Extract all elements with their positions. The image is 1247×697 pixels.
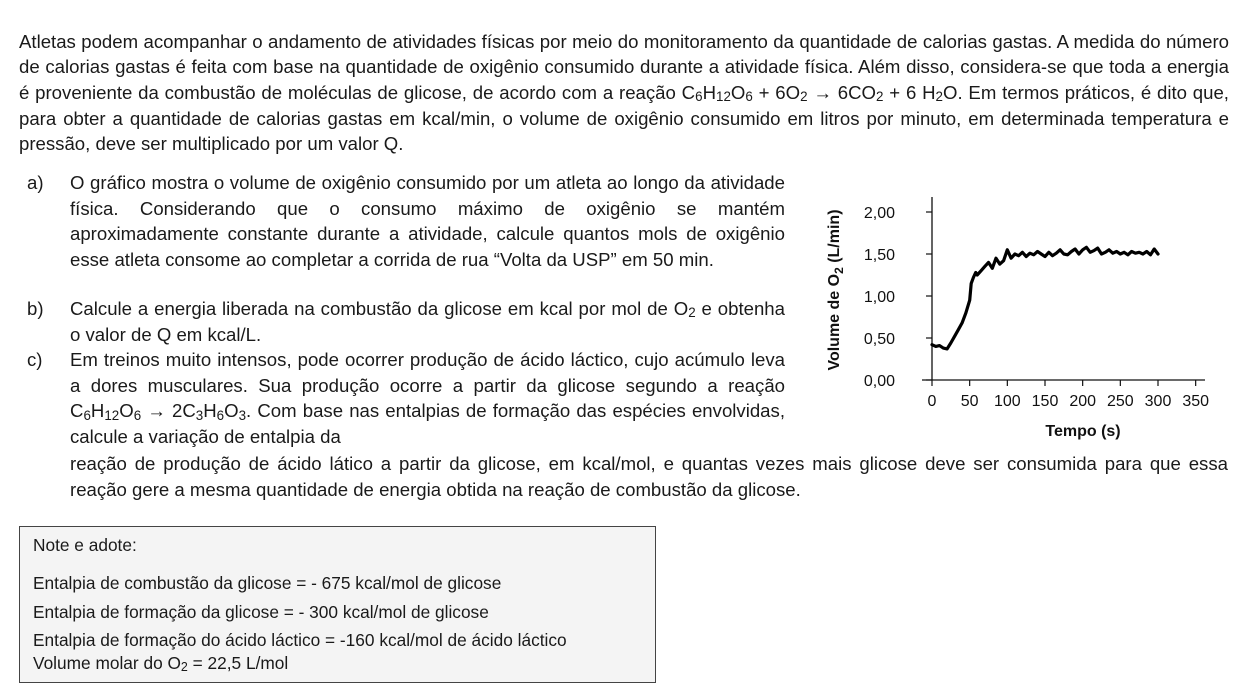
x-tick-label: 0 xyxy=(927,393,937,410)
question-a-marker: a) xyxy=(27,172,44,193)
y-tick-label: 0,50 xyxy=(863,331,895,348)
series-line xyxy=(932,247,1158,349)
question-c-continuation: reação de produção de ácido lático a partir da glicose, em kcal/mol, e quantas vezes mais glicose deve ser consumida para que essa reação gere a mesma quantidade de energia obtida na reação de combustão da glicose. xyxy=(70,453,1228,500)
note-item: Entalpia de formação da glicose = - 300 kcal/mol de glicose xyxy=(33,602,489,622)
y-tick-label: 0,00 xyxy=(863,373,895,390)
x-tick-label: 350 xyxy=(1182,393,1210,410)
x-tick-label: 100 xyxy=(993,393,1021,410)
y-tick-label: 1,00 xyxy=(863,289,895,306)
question-c-marker: c) xyxy=(27,349,43,370)
question-b-text: Calcule a energia liberada na combustão da glicose em kcal por mol de O2 e obtenha o valor de Q em kcal/L. xyxy=(70,298,785,345)
note-item: Volume molar do O2 = 22,5 L/mol xyxy=(33,653,289,675)
question-b-marker: b) xyxy=(27,298,44,319)
y-tick-label: 1,50 xyxy=(863,247,895,264)
x-tick-label: 200 xyxy=(1069,393,1097,410)
question-a-text: O gráfico mostra o volume de oxigênio consumido por um atleta ao longo da atividade física. Considerando que o consumo máximo de oxigênio se mantém aproximadamente constante durante a atividade, calcule quantos mols de oxigênio esse atleta consome ao completar a corrida de rua “Volta da USP” em 50 min. xyxy=(70,172,785,270)
x-axis-label: Tempo (s) xyxy=(1045,423,1121,440)
notes-title: Note e adote: xyxy=(33,535,137,555)
x-tick-label: 300 xyxy=(1144,393,1172,410)
x-tick-label: 50 xyxy=(960,393,979,410)
svg-text:Volume de O2 (L/min): Volume de $O_2$ (L/min) xyxy=(826,209,846,371)
x-tick-label: 250 xyxy=(1106,393,1134,410)
note-item: Entalpia de formação do ácido láctico = -160 kcal/mol de ácido láctico xyxy=(33,630,567,650)
intro-paragraph: Atletas podem acompanhar o andamento de atividades físicas por meio do monitoramento da quantidade de calorias gastas. A medida do número de calorias gastas é feita com base na quantidade de oxigênio consumido durante a atividade física. Além disso, considera-se que toda a energia é proveniente da combustão de moléculas de glicose, de acordo com a reação C6H12O6 + 6O2 → 6CO2 + 6 H2O. Em termos práticos, é dito que, para obter a quantidade de calorias gastas em kcal/min, o volume de oxigênio consumido em litros por minuto, em determinada temperatura e pressão, deve ser multiplicado por um valor Q. xyxy=(19,30,1229,155)
note-item: Entalpia de combustão da glicose = - 675 kcal/mol de glicose xyxy=(33,573,502,593)
oxygen-volume-chart xyxy=(815,185,1220,450)
y-tick-label: 2,00 xyxy=(863,205,895,222)
y-axis-label xyxy=(826,209,846,370)
x-tick-label: 150 xyxy=(1031,393,1059,410)
question-c-text: Em treinos muito intensos, pode ocorrer produção de ácido láctico, cujo acúmulo leva a dores musculares. Sua produção ocorre a partir da glicose segundo a reação C6H12O6 → 2C3H6O3. Com base nas entalpias de formação das espécies envolvidas, calcule a variação de entalpia da xyxy=(70,349,785,447)
notes-box xyxy=(19,526,656,683)
